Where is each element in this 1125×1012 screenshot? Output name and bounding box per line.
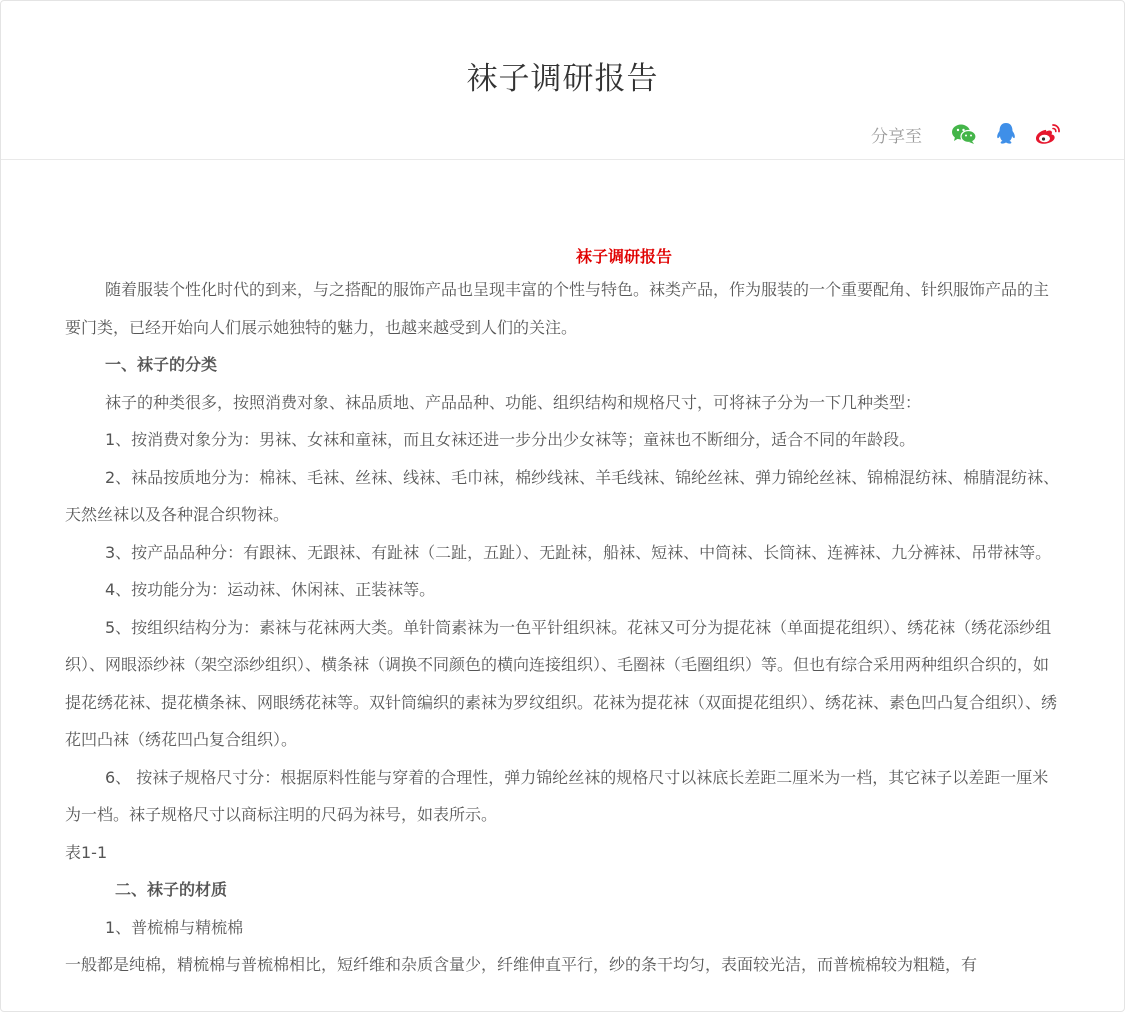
- list-item: 3、按产品品种分：有跟袜、无跟袜、有趾袜（二趾，五趾）、无趾袜，船袜、短袜、中筒袜、长筒袜、连裤袜、九分裤袜、吊带袜等。: [105, 542, 1052, 562]
- table-caption: 表1-1: [65, 842, 108, 862]
- page-header: [1, 1, 1124, 160]
- weibo-icon[interactable]: [1034, 120, 1062, 148]
- share-label: 分享至: [871, 126, 922, 147]
- list-item: 1、普梳棉与精梳棉: [105, 917, 244, 937]
- article-body: [65, 242, 1063, 984]
- paragraph-material-partial: 一般都是纯棉，精梳棉与普梳棉相比，短纤维和杂质含量少，纤维伸直平行，纱的条干均匀，表面较光洁，而普梳棉较为粗糙，有: [65, 955, 978, 974]
- share-bar: [871, 120, 1062, 148]
- page-title: 袜子调研报告: [466, 61, 659, 97]
- qq-icon[interactable]: [992, 120, 1020, 148]
- list-item: 5、按组织结构分为：素袜与花袜两大类。单针筒素袜为一色平针组织袜。花袜又可分为提花袜（单面提花组织）、绣花袜（绣花添纱组织）、网眼添纱袜（架空添纱组织）、横条袜（调换不同颜色的横向连接组织）、毛圈袜（毛圈组织）等。但也有综合采用两种组织合织的，如提花绣花袜、提花横条袜、网眼绣花袜等。双针筒编织的素袜为罗纹组织。花袜为提花袜（双面提花组织）、绣花袜、素色凹凸复合组织）、绣花凹凸袜（绣花凹凸复合组织）。: [65, 617, 1058, 749]
- paragraph-intro: 随着服装个性化时代的到来，与之搭配的服饰产品也呈现丰富的个性与特色。袜类产品，作为服装的一个重要配角、针织服饰产品的主要门类，已经开始向人们展示她独特的魅力，也越来越受到人们的关注。: [65, 280, 1050, 337]
- paragraph-classification-intro: 袜子的种类很多，按照消费对象、袜品质地、产品品种、功能、组织结构和规格尺寸，可将袜子分为一下几种类型：: [105, 392, 922, 412]
- article-title: 袜子调研报告: [575, 247, 672, 266]
- list-item: 4、按功能分为：运动袜、休闲袜、正装袜等。: [105, 580, 436, 599]
- list-item: 2、袜品按质地分为：棉袜、毛袜、丝袜、线袜、毛巾袜，棉纱线袜、羊毛线袜、锦纶丝袜、弹力锦纶丝袜、锦棉混纺袜、棉腈混纺袜、天然丝袜以及各种混合织物袜。: [65, 467, 1060, 524]
- section-heading-material: 二、袜子的材质: [115, 880, 228, 899]
- list-item: 6、 按袜子规格尺寸分：根据原料性能与穿着的合理性，弹力锦纶丝袜的规格尺寸以袜底长差距二厘米为一档，其它袜子以差距一厘米为一档。袜子规格尺寸以商标注明的尺码为袜号，如表所示。: [65, 767, 1049, 824]
- list-item: 1、按消费对象分为：男袜、女袜和童袜，而且女袜还进一步分出少女袜等；童袜也不断细分，适合不同的年龄段。: [105, 430, 916, 449]
- section-heading-classification: 一、袜子的分类: [105, 355, 218, 374]
- wechat-icon[interactable]: [950, 120, 978, 148]
